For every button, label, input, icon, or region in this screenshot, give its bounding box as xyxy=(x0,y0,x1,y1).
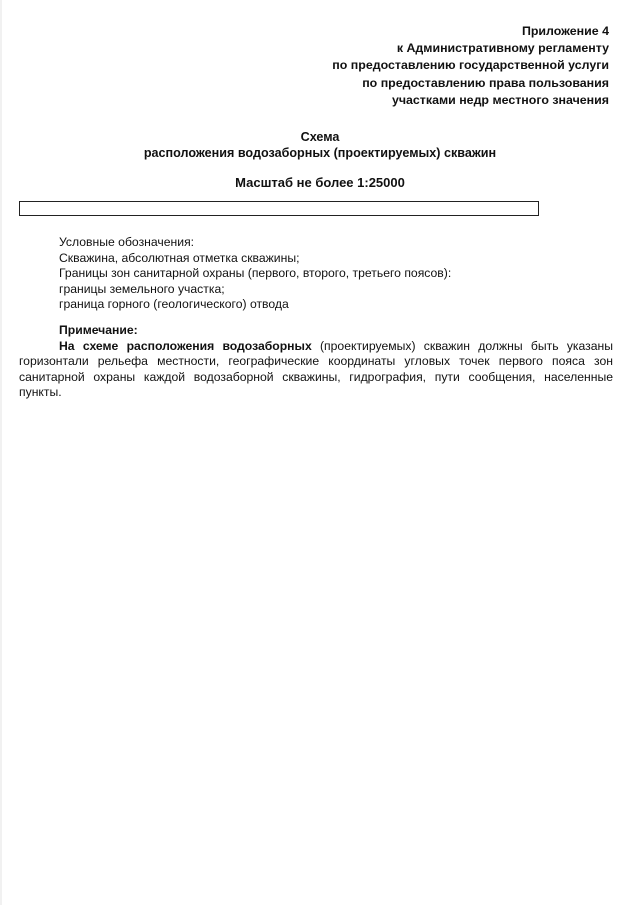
legend xyxy=(59,235,451,313)
note-body xyxy=(19,339,613,401)
legend-heading: Условные обозначения: xyxy=(59,235,195,249)
title-line-1: Схема xyxy=(300,130,340,144)
appendix-line: по предоставлению государственной услуги xyxy=(332,58,609,73)
title-line-2: расположения водозаборных (проектируемых) скважин xyxy=(143,146,497,160)
note-text: (проектируемых) скважин должны быть указаны горизонтали рельефа местности, географические координаты угловых точек первого пояса зон санитарной охраны каждой водозаборной скважины, гидрография, пути сообщения, населенные пункты. xyxy=(19,338,614,400)
appendix-line: участками недр местного значения xyxy=(391,92,609,107)
legend-item: граница горного (геологического) отвода xyxy=(59,297,289,312)
legend-item: Границы зон санитарной охраны (первого, второго, третьего поясов): xyxy=(59,266,452,281)
note-bold-lead: На схеме расположения водозаборных xyxy=(59,338,312,353)
legend-item: Скважина, абсолютная отметка скважины; xyxy=(59,250,300,265)
document-title xyxy=(0,129,640,161)
appendix-line: Приложение 4 xyxy=(521,24,609,38)
legend-item: границы земельного участка; xyxy=(59,281,225,296)
scale-label: Масштаб не более 1:25000 xyxy=(235,175,405,190)
appendix-line: по предоставлению права пользования xyxy=(362,75,609,90)
scheme-frame xyxy=(19,201,539,216)
appendix-header xyxy=(332,23,609,109)
note-title: Примечание: xyxy=(59,323,138,337)
appendix-line: к Административному регламенту xyxy=(396,41,609,56)
note-section xyxy=(19,323,613,401)
